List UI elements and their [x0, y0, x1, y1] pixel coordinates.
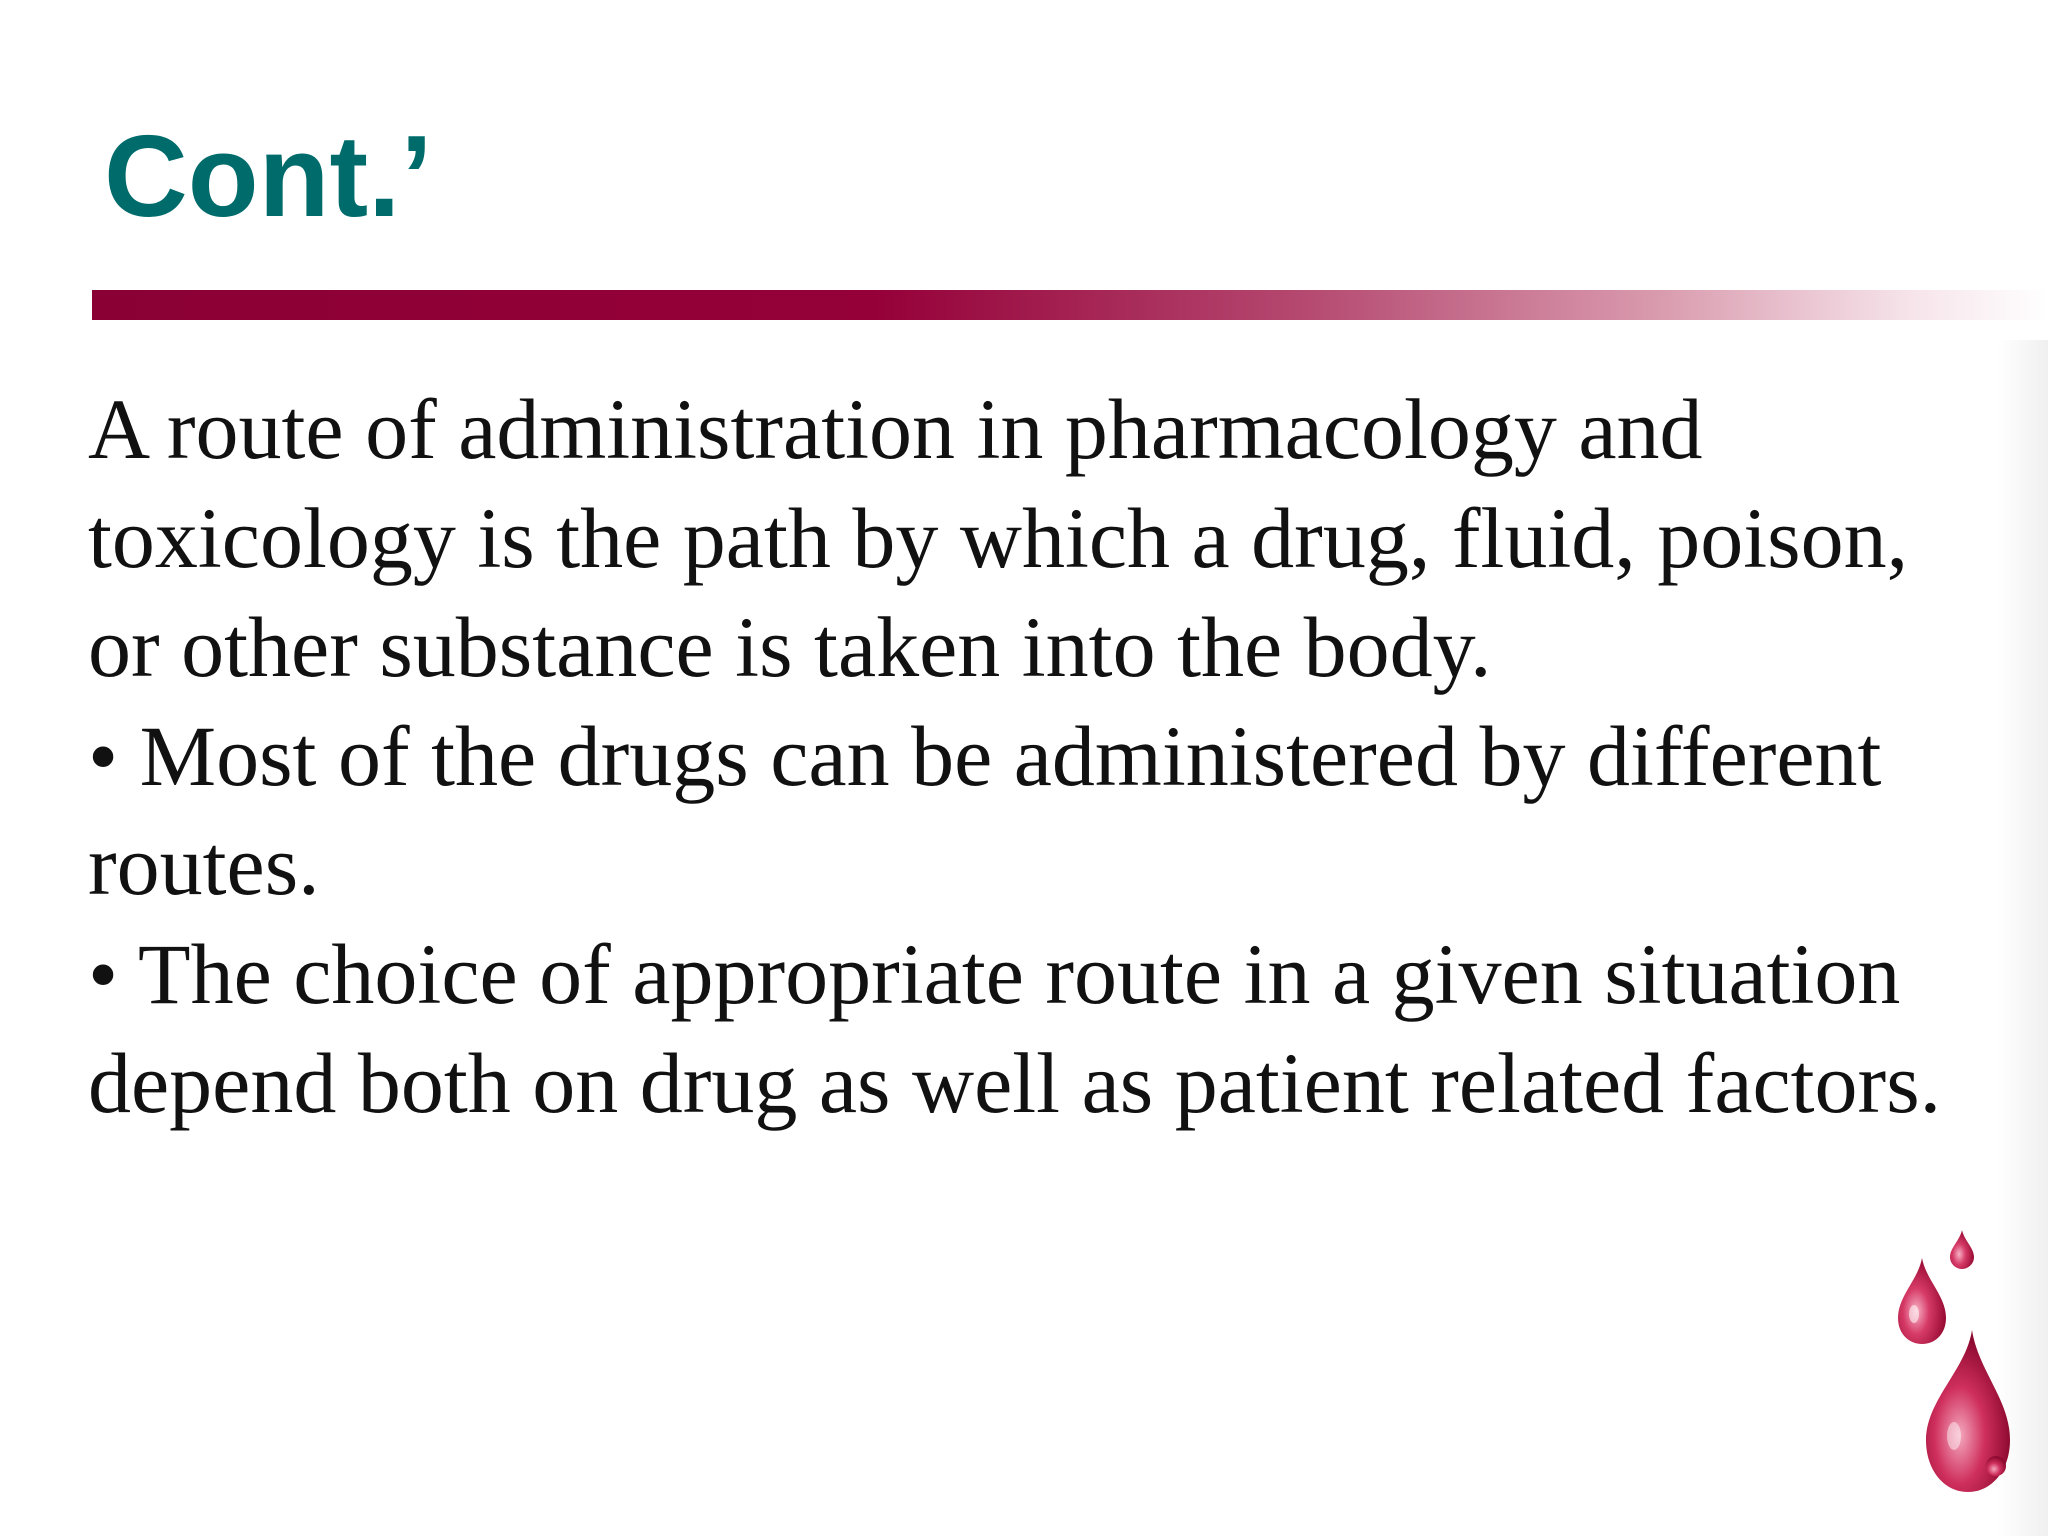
- title-divider: [92, 290, 2048, 320]
- slide-title: Cont.’: [104, 111, 433, 241]
- bullet-item: • The choice of appropriate route in a given situation depend both on drug as well as patient related factors.: [88, 926, 1942, 1131]
- blood-drops-icon: [1880, 1230, 2010, 1500]
- intro-paragraph: A route of administration in pharmacology and toxicology is the path by which a drug, fluid, poison, or other substance is taken into the body.: [88, 381, 1909, 695]
- bullet-item: • Most of the drugs can be administered by different routes.: [88, 708, 1882, 913]
- slide-body: [88, 375, 1948, 1138]
